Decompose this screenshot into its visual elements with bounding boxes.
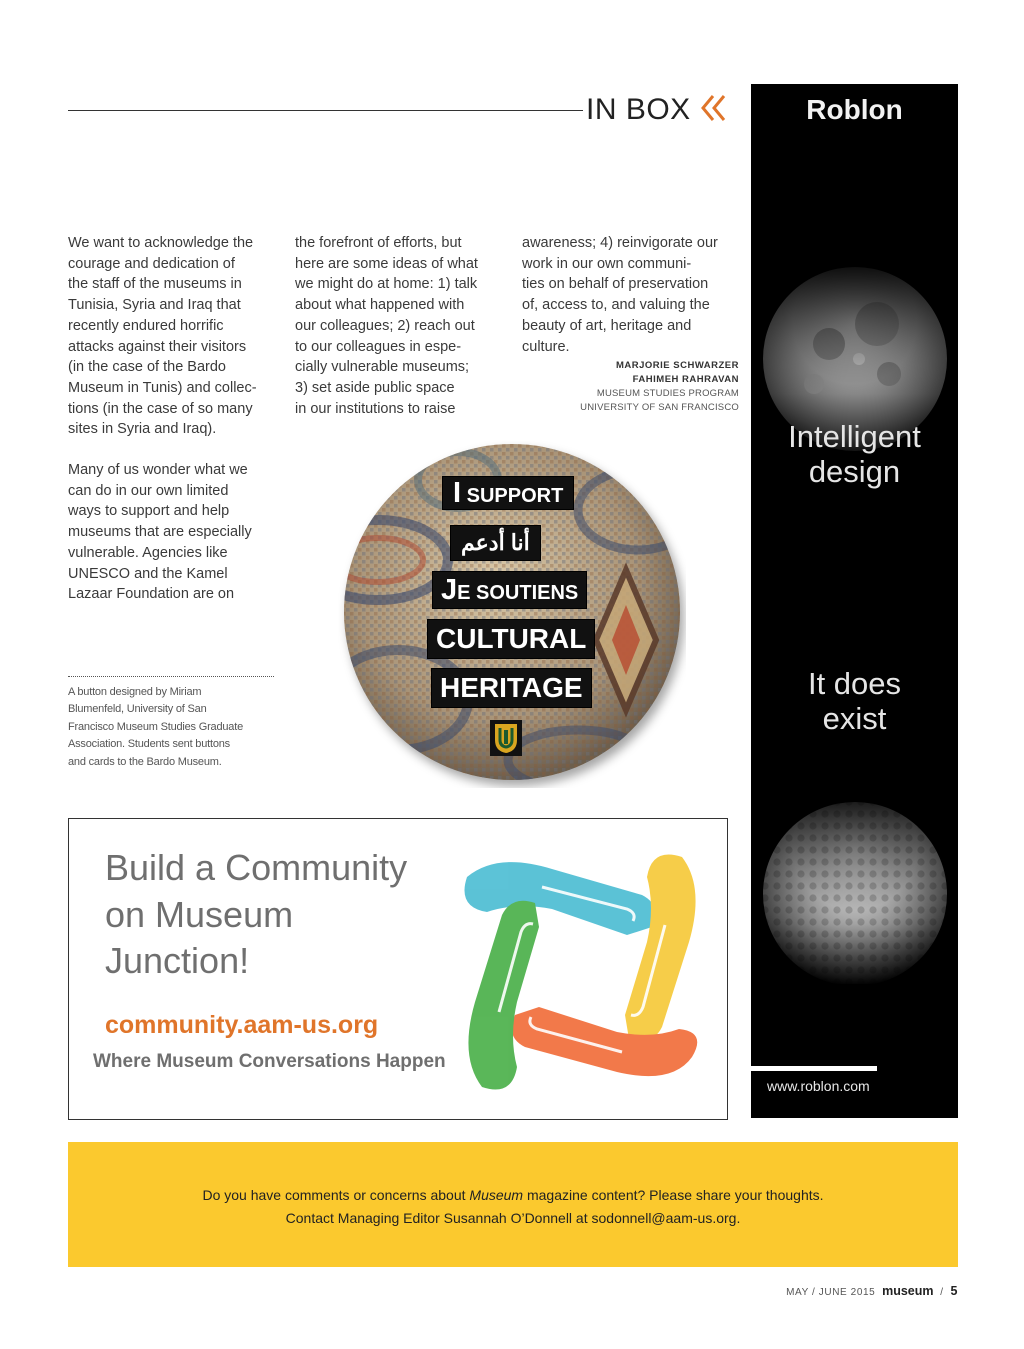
feedback-line-1-start: Do you have comments or concerns about	[202, 1187, 470, 1203]
signature-name-2: FAHIMEH RAHRAVAN	[632, 374, 739, 385]
header-rule	[68, 110, 583, 111]
signature-name-1: MARJORIE SCHWARZER	[615, 360, 739, 371]
letter-column-2: the forefront of efforts, but here are some ideas of what we might do at home: 1) talk about what happened with our colleagues; 2) reach out to our colleagues in espe- cially vulnerable museums; 3) set aside public space in our institutions to raise	[295, 235, 478, 417]
signature-program: MUSEUM STUDIES PROGRAM	[596, 388, 739, 399]
heritage-button-image	[338, 440, 686, 788]
button-line-arabic: أنا أدعم	[451, 526, 540, 560]
button-line-soutiens	[433, 572, 586, 608]
feedback-text	[68, 1184, 958, 1229]
feedback-magazine-name: Museum	[469, 1187, 524, 1203]
button-line-cultural: CULTURAL	[428, 620, 594, 658]
roblon-tagline-2: It does exist	[807, 666, 902, 736]
caption-divider	[68, 676, 274, 677]
roblon-tagline-1: Intelligent design	[788, 419, 921, 489]
section-title: IN BOX	[586, 93, 691, 126]
button-line-soutiens-text: E SOUTIENS	[457, 582, 579, 604]
community-url-link[interactable]: community.aam-us.org	[105, 1011, 379, 1039]
button-line-support	[443, 477, 573, 509]
feedback-box	[68, 1142, 958, 1267]
signature-university: UNIVERSITY OF SAN FRANCISCO	[580, 402, 739, 413]
button-line-support-text: SUPPORT	[466, 485, 564, 507]
letter-paragraph-2: Many of us wonder what we can do in our own limited ways to support and help museums that are especially vulnerable. Agencies like UNESCO and the Kamel Lazaar Foundation are on	[68, 462, 252, 603]
footer-separator: /	[940, 1287, 944, 1298]
feedback-contact-line: Contact Managing Editor Susannah O’Donnell at sodonnell@aam-us.org.	[285, 1209, 741, 1226]
letter-column-3: awareness; 4) reinvigorate our work in our own communi- ties on behalf of preservation of, access to, and valuing the beauty of art, heritage and culture.	[522, 235, 718, 355]
feedback-line-1-end: magazine content? Please share your thoughts.	[523, 1187, 824, 1203]
community-tagline: Where Museum Conversations Happen	[93, 1051, 446, 1072]
footer-magazine-name: museum	[882, 1284, 934, 1298]
roblon-url-link[interactable]: www.roblon.com	[767, 1078, 870, 1094]
golf-ball-image	[759, 784, 951, 984]
roblon-logo: Roblon	[806, 94, 903, 125]
usf-emblem-icon	[490, 720, 522, 756]
image-caption: A button designed by Miriam Blumenfeld, University of San Francisco Museum Studies Graduate Association. Students sent buttons and cards to the Bardo Museum.	[68, 686, 243, 768]
button-line-heritage: HERITAGE	[432, 669, 591, 707]
double-chevron-left-icon	[701, 92, 727, 124]
button-line-soutiens-initial: J	[441, 574, 458, 606]
roblon-ad[interactable]	[751, 84, 958, 1118]
button-line-support-initial: I	[453, 477, 462, 509]
page-footer	[786, 1284, 958, 1298]
page-number: 5	[950, 1284, 958, 1298]
footer-date: MAY / JUNE 2015	[786, 1287, 876, 1298]
linked-hands-logo-icon	[457, 847, 707, 1092]
community-headline: Build a Community on Museum Junction!	[105, 847, 408, 981]
roblon-accent-bar	[751, 1066, 877, 1071]
letter-paragraph-1: We want to acknowledge the courage and dedication of the staff of the museums in Tunisia, Syria and Iraq that recently endured horrific attacks against their visitors (in the case of the Bardo Museum in Tunis) and collec- tions (in the case of so many sites in Syria and Iraq).	[68, 235, 257, 438]
community-ad[interactable]	[68, 818, 728, 1120]
